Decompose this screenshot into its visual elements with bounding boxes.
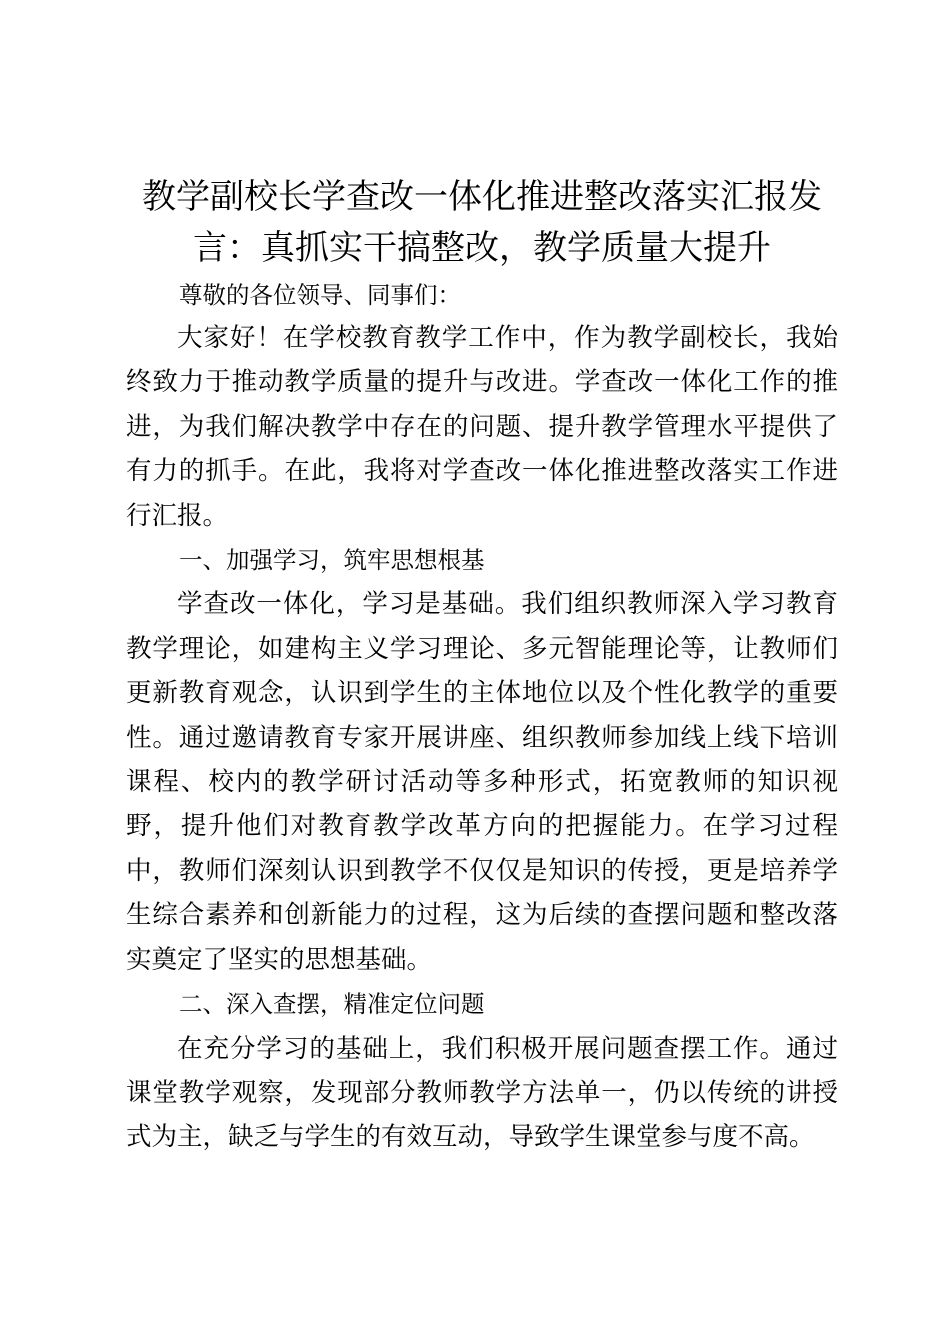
intro-paragraph: 大家好！在学校教育教学工作中，作为教学副校长，我始终致力于推动教学质量的提升与改进。学查改一体化工作的推进，为我们解决教学中存在的问题、提升教学管理水平提供了有力的抓手。在此，我将对学查改一体化推进整改落实工作进行汇报。	[126, 323, 838, 531]
document-title	[126, 172, 838, 274]
salutation: 尊敬的各位领导、同事们：	[179, 281, 461, 309]
section-heading-2: 二、深入查摆，精准定位问题	[179, 990, 485, 1019]
document-body	[126, 172, 838, 1160]
title-line-1: 教学副校长学查改一体化推进整改落实汇报发	[142, 177, 822, 217]
section-heading-1: 一、加强学习，筑牢思想根基	[179, 546, 485, 575]
section-body-1: 学查改一体化，学习是基础。我们组织教师深入学习教育教学理论，如建构主义学习理论、多元智能理论等，让教师们更新教育观念，认识到学生的主体地位以及个性化教学的重要性。通过邀请教育专家开展讲座、组织教师参加线上线下培训课程、校内的教学研讨活动等多种形式，拓宽教师的知识视野，提升他们对教育教学改革方向的把握能力。在学习过程中，教师们深刻认识到教学不仅仅是知识的传授，更是培养学生综合素养和创新能力的过程，这为后续的查摆问题和整改落实奠定了坚实的思想基础。	[126, 589, 838, 975]
title-line-2: 言：真抓实干搞整改，教学质量大提升	[193, 228, 771, 268]
section-body-2: 在充分学习的基础上，我们积极开展问题查摆工作。通过课堂教学观察，发现部分教师教学方法单一，仍以传统的讲授式为主，缺乏与学生的有效互动，导致学生课堂参与度不高。	[126, 1033, 838, 1153]
